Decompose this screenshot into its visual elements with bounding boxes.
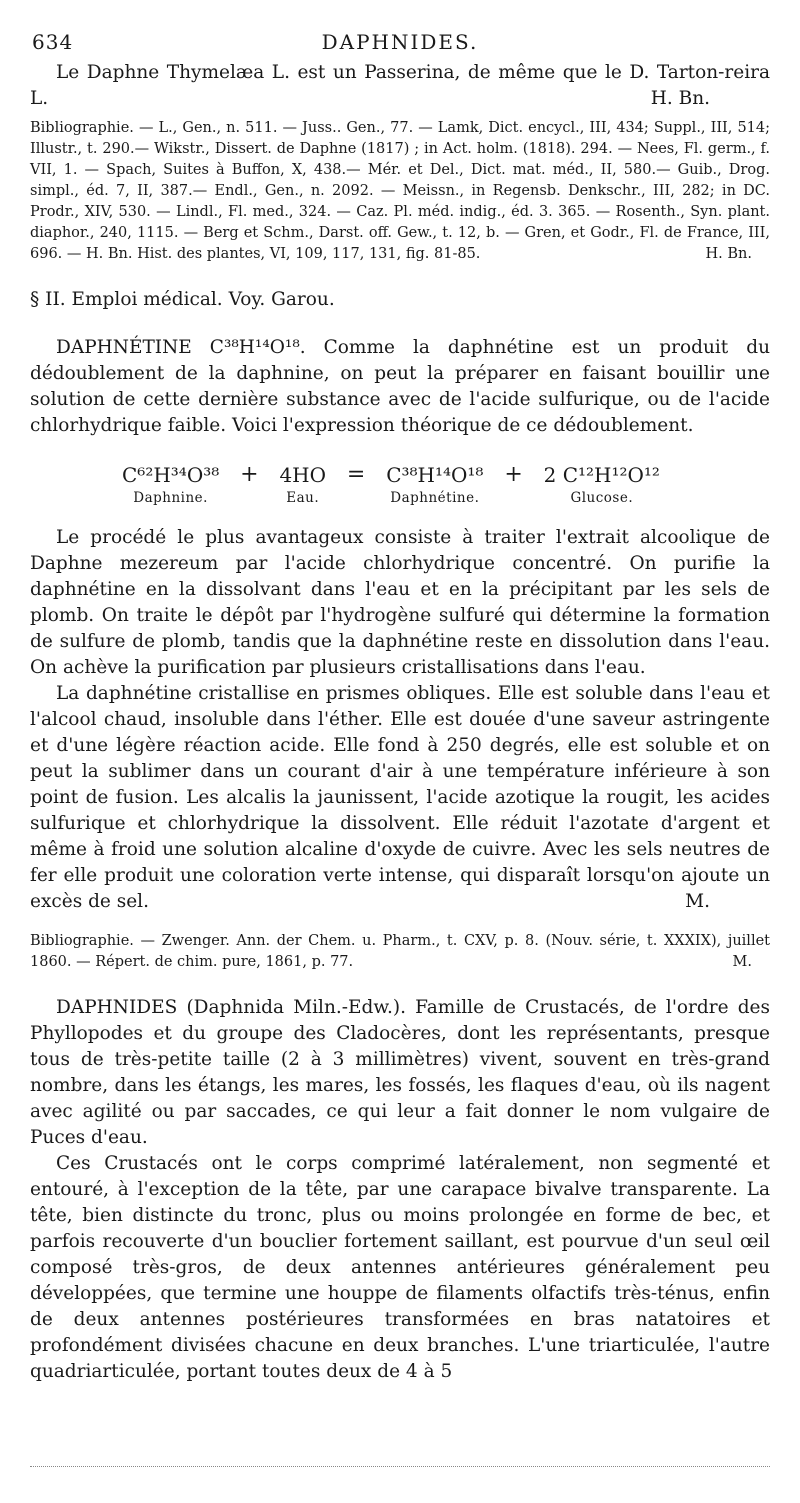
equation-label-daphnetine: Daphnétine. <box>390 490 480 506</box>
daphnides-paragraph-1: DAPHNIDES (Daphnida Miln.-Edw.). Famille de Crustacés, de l'ordre des Phyllopodes et du groupe des Cladocères, dont les représentants, presque tous de très-petite taille (2 à 3 millimètres) vivent, souvent en très-grand nombre, dans les étangs, les mares, les fossés, les flaques d'eau, où ils nagent avec agilité ou par saccades, ce qui leur a fait donner le nom vulgaire de Puces d'eau. <box>30 997 770 1148</box>
daphnetine-paragraph-3-text: La daphnétine cristallise en prismes obliques. Elle est soluble dans l'eau et l'alcool chaud, insoluble dans l'éther. Elle est douée d'une saveur astringente et d'une légère réaction acide. Elle fond à 250 degrés, elle est soluble et on peut la sublimer dans un courant d'air à une température inférieure à son point de fusion. Les alcalis la jaunissent, l'acide azotique la rougit, les acides sulfurique et chlorhydrique la dissolvent. Elle réduit l'azotate d'argent et même à froid une solution alcaline d'oxyde de cuivre. Avec les sels neutres de fer elle produit une coloration verte intense, qui disparaît lorsqu'on ajoute un excès de sel. <box>30 683 770 912</box>
bibliography-daphne <box>30 118 770 265</box>
equation-term-glucose <box>544 461 660 507</box>
page-footer-rule <box>30 1466 770 1467</box>
equation-formula-daphnine: C⁶²H³⁴O³⁸ <box>122 463 220 487</box>
page-number: 634 <box>32 30 74 54</box>
section-emploi-medical: § II. Emploi médical. Voy. Garou. <box>30 289 335 310</box>
bibliography-daphnetine-text: Bibliographie. — Zwenger. Ann. der Chem. u. Pharm., t. CXV, p. 8. (Nouv. série, t. XXXIX), juillet 1860. — Répert. de chim. pure, 1861, p. 77. <box>30 933 770 970</box>
bibliography-daphne-signature: H. Bn. <box>705 246 752 262</box>
equation-formula-daphnetine: C³⁸H¹⁴O¹⁸ <box>386 463 484 487</box>
intro-text: Le Daphne Thymelæa L. est un Passerina, de même que le D. Tarton-reira L. <box>30 62 770 109</box>
equation-plus-2: + <box>504 462 523 487</box>
daphnetine-paragraph-3 <box>30 681 770 915</box>
chemical-equation <box>30 461 770 507</box>
equation-equals: = <box>346 462 366 487</box>
bibliography-daphnetine <box>30 931 770 973</box>
intro-paragraph <box>30 60 770 112</box>
bibliography-daphnetine-signature: M. <box>732 954 752 970</box>
equation-term-eau <box>279 461 326 507</box>
equation-term-daphnine <box>122 461 219 507</box>
bibliography-daphne-text: Bibliographie. — L., Gen., n. 511. — Juss.. Gen., 77. — Lamk, Dict. encycl., III, 434; Suppl., III, 514; Illustr., t. 290.— Wikstr., Dissert. de Daphne (1817) ; in Act. holm. (1818). 294. — Nees, Fl. germ., f. VII, 1. — Spach, Suites à Buffon, X, 438.— Mér. et Del., Dict. mat. méd., II, 580.— Guib., Drog. simpl., éd. 7, II, 387.— Endl., Gen., n. 2092. — Meissn., in Regensb. Denkschr., III, 282; in DC. Prodr., XIV, 530. — Lindl., Fl. med., 324. — Caz. Pl. méd. indig., éd. 3. 365. — Rosenth., Syn. plant. diaphor., 240, 1115. — Berg et Schm., Darst. off. Gew., t. 12, b. — Gren, et Godr., Fl. de France, III, 696. — H. Bn. Hist. des plantes, VI, 109, 117, 131, fig. 81-85. <box>30 120 770 262</box>
equation-plus-1: + <box>240 462 259 487</box>
equation-term-daphnetine <box>386 461 483 507</box>
intro-signature: H. Bn. <box>650 88 710 109</box>
page-header <box>30 0 770 60</box>
daphnides-paragraph-2: Ces Crustacés ont le corps comprimé latéralement, non segmenté et entouré, à l'exception de la tête, par une carapace bivalve transparente. La tête, bien distincte du tronc, plus ou moins prolongée en forme de bec, et parfois recouverte d'un bouclier fortement saillant, est pourvue d'un seul œil composé très-gros, de deux antennes antérieures généralement peu développées, que termine une houppe de filaments olfactifs très-ténus, enfin de deux antennes postérieures transformées en bras natatoires et profondément divisées chacune en deux branches. L'une triarticulée, l'autre quadriarticulée, portant toutes deux de 4 à 5 <box>30 1153 770 1382</box>
equation-formula-eau: 4HO <box>279 463 326 487</box>
equation-label-eau: Eau. <box>286 490 320 506</box>
document-page <box>30 0 770 1385</box>
equation-label-daphnine: Daphnine. <box>133 490 208 506</box>
daphnetine-signature: M. <box>685 891 710 912</box>
daphnetine-paragraph-1: DAPHNÉTINE C³⁸H¹⁴O¹⁸. Comme la daphnétine est un produit du dédoublement de la daphnine, on peut la préparer en faisant bouillir une solution de cette dernière substance avec de l'acide sulfurique, ou de l'acide chlorhydrique faible. Voici l'expression théorique de ce dédoublement. <box>30 337 770 436</box>
equation-label-glucose: Glucose. <box>570 490 634 506</box>
daphnetine-paragraph-2: Le procédé le plus avantageux consiste à traiter l'extrait alcoolique de Daphne mezereum par l'acide chlorhydrique concentré. On purifie la daphnétine en la dissolvant dans l'eau et en la précipitant par les sels de plomb. On traite le dépôt par l'hydrogène sulfuré qui détermine la formation de sulfure de plomb, tandis que la daphnétine reste en dissolution dans l'eau. On achève la purification par plusieurs cristallisations dans l'eau. <box>30 527 770 678</box>
running-title: DAPHNIDES. <box>321 30 479 54</box>
equation-formula-glucose: 2 C¹²H¹²O¹² <box>543 463 660 487</box>
